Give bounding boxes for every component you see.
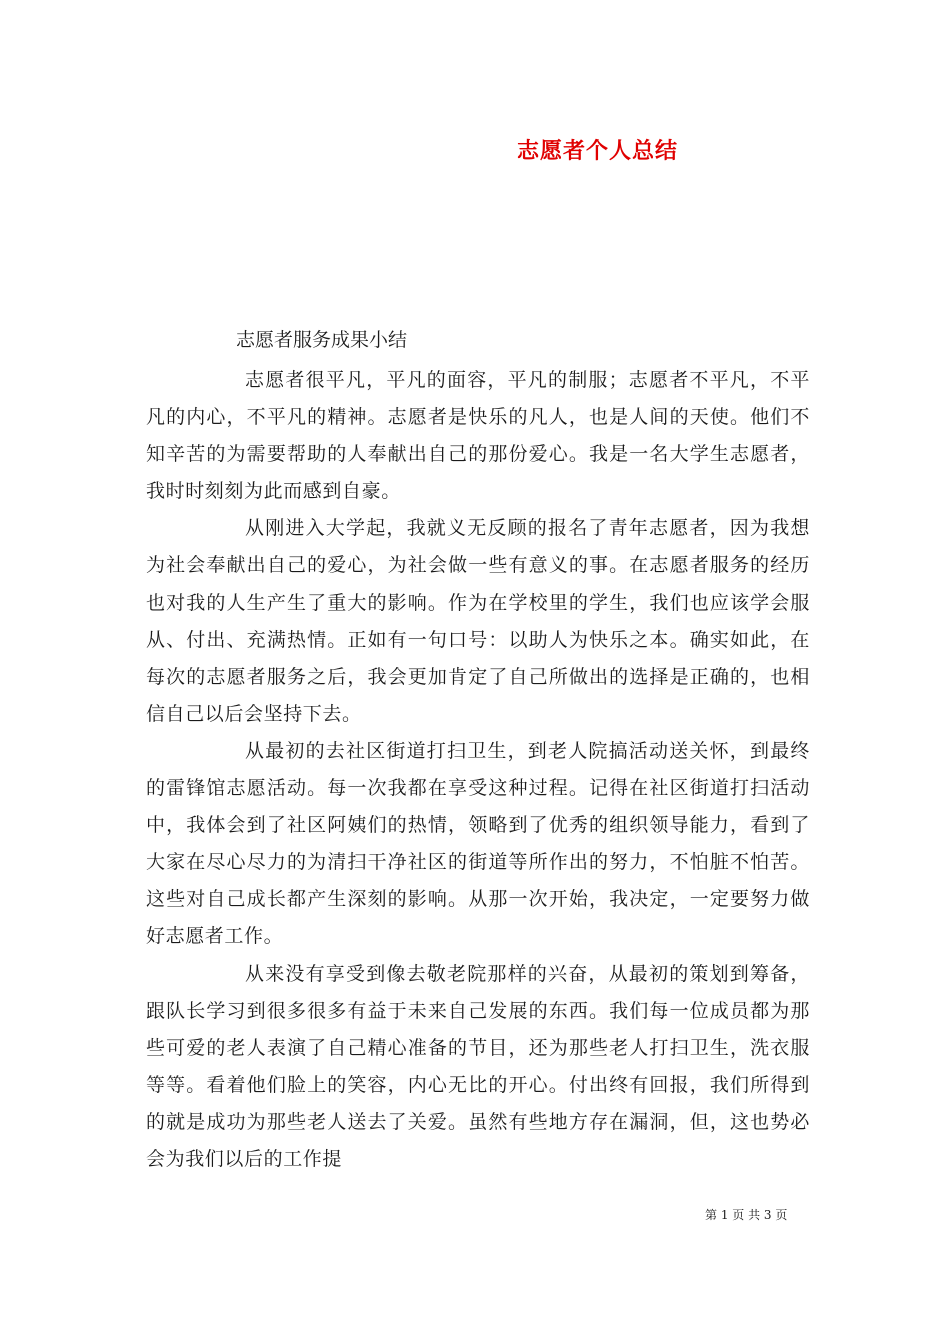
document-title: 志愿者个人总结 bbox=[516, 138, 678, 164]
page-footer: 第 1 页 共 3 页 bbox=[705, 1208, 788, 1222]
paragraph: 从最初的去社区街道打扫卫生，到老人院搞活动送关怀，到最终的雷锋馆志愿活动。每一次我都在享受这种过程。记得在社区街道打扫活动中，我体会到了社区阿姨们的热情，领略到了优秀的组织领导能力，看到了大家在尽心尽力的为清扫干净社区的街道等所作出的努力，不怕脏不怕苦。这些对自己成长都产生深刻的影响。从那一次开始，我决定，一定要努力做好志愿者工作。 bbox=[146, 739, 810, 948]
paragraph: 从来没有享受到像去敬老院那样的兴奋，从最初的策划到筹备，跟队长学习到很多很多有益于未来自己发展的东西。我们每一位成员都为那些可爱的老人表演了自己精心准备的节目，还为那些老人打扫卫生，洗衣服等等。看着他们脸上的笑容，内心无比的开心。付出终有回报，我们所得到的就是成功为那些老人送去了关爱。虽然有些地方存在漏洞，但，这也势必会为我们以后的工作提 bbox=[146, 962, 810, 1170]
paragraph: 从刚进入大学起，我就义无反顾的报名了青年志愿者，因为我想为社会奉献出自己的爱心，为社会做一些有意义的事。在志愿者服务的经历也对我的人生产生了重大的影响。作为在学校里的学生，我们也应该学会服从、付出、充满热情。正如有一句口号：以助人为快乐之本。确实如此，在每次的志愿者服务之后，我会更加肯定了自己所做出的选择是正确的，也相信自己以后会坚持下去。 bbox=[146, 517, 810, 725]
section-subheading: 志愿者服务成果小结 bbox=[236, 329, 408, 351]
paragraph: 志愿者很平凡，平凡的面容，平凡的制服；志愿者不平凡，不平凡的内心，不平凡的精神。志愿者是快乐的凡人，也是人间的天使。他们不知辛苦的为需要帮助的人奉献出自己的那份爱心。我是一名大学生志愿者，我时时刻刻为此而感到自豪。 bbox=[146, 369, 810, 503]
body-text bbox=[146, 362, 810, 1178]
